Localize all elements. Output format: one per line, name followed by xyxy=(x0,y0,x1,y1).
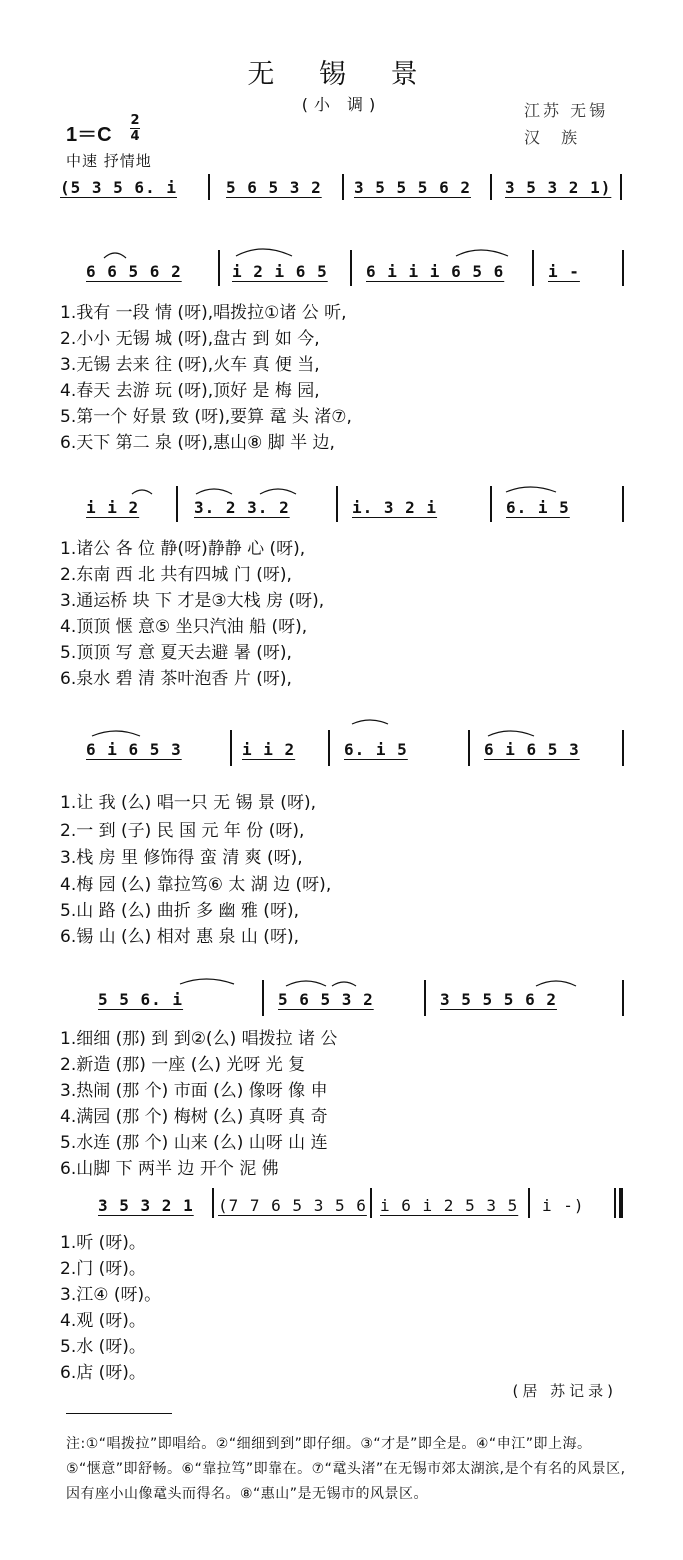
system-1-measure-2: i 2 i 6 5 xyxy=(232,262,328,281)
slur xyxy=(332,982,356,986)
system-3-measure-2: i i 2 xyxy=(242,740,296,759)
lyric-line: 6.店 (呀)。 xyxy=(60,1363,146,1383)
lyric-line: 4.满园 (那 个) 梅树 (么) 真呀 真 奇 xyxy=(60,1107,328,1127)
slur xyxy=(286,981,326,986)
lyric-line: 3.无锡 去来 往 (呀),火车 真 便 当, xyxy=(60,355,320,375)
lyric-line: 4.春天 去游 玩 (呀),顶好 是 梅 园, xyxy=(60,381,320,401)
lyric-line: 4.梅 园 (么) 靠拉笃⑥ 太 湖 边 (呀), xyxy=(60,875,332,895)
system-3-measure-1: 6 i 6 5 3 xyxy=(86,740,182,759)
lyric-line: 1.听 (呀)。 xyxy=(60,1233,146,1253)
system-3-measure-4: 6 i 6 5 3 xyxy=(484,740,580,759)
slur xyxy=(488,731,534,736)
lyric-line: 6.天下 第二 泉 (呀),惠山⑧ 脚 半 边, xyxy=(60,433,335,453)
lyric-line: 2.东南 西 北 共有四城 门 (呀), xyxy=(60,565,292,585)
slur xyxy=(132,490,152,494)
slur xyxy=(236,249,292,256)
key-signature: 1＝C xyxy=(66,124,112,146)
lyric-line: 5.第一个 好景 致 (呀),要算 鼋 头 渚⑦, xyxy=(60,407,352,427)
slur xyxy=(180,979,234,984)
lyric-line: 3.江④ (呀)。 xyxy=(60,1285,162,1305)
lyric-line: 2.一 到 (子) 民 国 元 年 份 (呀), xyxy=(60,821,305,841)
system-3-measure-3: 6. i 5 xyxy=(344,740,408,759)
time-signature-bottom: 4 xyxy=(130,129,140,144)
footnote-divider xyxy=(66,1413,172,1414)
intro-measure-4: 3 5 3 2 1) xyxy=(505,178,612,197)
system-2-measure-3: i. 3 2 i xyxy=(352,498,438,517)
lyric-line: 5.顶顶 写 意 夏天去避 暑 (呀), xyxy=(60,643,292,663)
lyric-line: 3.通运桥 块 下 才是③大栈 房 (呀), xyxy=(60,591,325,611)
song-subtitle: (小 调) xyxy=(301,95,382,114)
lyric-line: 1.诸公 各 位 静(呀)静静 心 (呀), xyxy=(60,539,306,559)
intro-measure-2: 5 6 5 3 2 xyxy=(226,178,322,197)
system-2-measure-4: 6. i 5 xyxy=(506,498,570,517)
transcription-credit: (居 苏记录) xyxy=(512,1382,617,1400)
system-4-measure-3: 3 5 5 5 6 2 xyxy=(440,990,557,1009)
slur xyxy=(92,731,140,736)
lyric-line: 3.热闹 (那 个) 市面 (么) 像呀 像 申 xyxy=(60,1081,328,1101)
time-signature-top: 2 xyxy=(130,113,140,128)
slur xyxy=(536,981,576,986)
song-title: 无 锡 景 xyxy=(247,59,436,90)
lyric-line: 3.栈 房 里 修饰得 蛮 清 爽 (呀), xyxy=(60,848,303,868)
system-4-measure-1: 5 5 6. i xyxy=(98,990,184,1009)
lyric-line: 6.锡 山 (么) 相对 惠 泉 山 (呀), xyxy=(60,927,299,947)
slur xyxy=(456,250,508,256)
tempo-marking: 中速 抒情地 xyxy=(66,152,152,170)
slur xyxy=(352,720,388,724)
system-5-measure-4: i -) xyxy=(542,1196,585,1215)
slur xyxy=(196,489,232,494)
intro-measure-3: 3 5 5 5 6 2 xyxy=(354,178,471,197)
lyric-line: 5.水连 (那 个) 山来 (么) 山呀 山 连 xyxy=(60,1133,328,1153)
system-5-measure-3: i 6 i 2 5 3 5 xyxy=(380,1196,519,1215)
system-2-measure-2: 3. 2 3. 2 xyxy=(194,498,290,517)
lyric-line: 5.山 路 (么) 曲折 多 幽 雅 (呀), xyxy=(60,901,299,921)
lyric-line: 6.泉水 碧 清 茶叶泡香 片 (呀), xyxy=(60,669,292,689)
system-1-measure-1: 6 6 5 6 2 xyxy=(86,262,182,281)
lyric-line: 5.水 (呀)。 xyxy=(60,1337,146,1357)
lyric-line: 2.新造 (那) 一座 (么) 光呀 光 复 xyxy=(60,1055,306,1075)
system-4-measure-2: 5 6 5 3 2 xyxy=(278,990,374,1009)
song-region: 江苏 无锡 xyxy=(524,101,609,120)
lyric-line: 2.小小 无锡 城 (呀),盘古 到 如 今, xyxy=(60,329,320,349)
intro-measure-1: (5 3 5 6. i xyxy=(60,178,177,197)
lyric-line: 4.观 (呀)。 xyxy=(60,1311,146,1331)
lyric-line: 1.细细 (那) 到 到②(么) 唱拨拉 诸 公 xyxy=(60,1029,338,1049)
system-1-measure-3: 6 i i i 6 5 6 xyxy=(366,262,505,281)
footnote-text: 注:①“唱拨拉”即唱给。②“细细到到”即仔细。③“才是”即全是。④“申江”即上海。⑤“惬意”即舒畅。⑥“靠拉笃”即靠在。⑦“鼋头渚”在无锡市郊太湖滨,是个有名的风景区,因有座小山像鼋头而得名。⑧“惠山”是无锡市的风景区。 xyxy=(66,1436,626,1502)
system-1-measure-4: i - xyxy=(548,262,580,281)
lyric-line: 4.顶顶 惬 意⑤ 坐只汽油 船 (呀), xyxy=(60,617,308,637)
lyric-line: 1.让 我 (么) 唱一只 无 锡 景 (呀), xyxy=(60,793,316,813)
song-ethnic-group: 汉 族 xyxy=(524,128,586,147)
system-5-measure-1: 3 5 3 2 1 xyxy=(98,1196,194,1215)
lyric-line: 1.我有 一段 情 (呀),唱拨拉①诸 公 听, xyxy=(60,303,347,323)
lyric-line: 6.山脚 下 两半 边 开个 泥 佛 xyxy=(60,1159,279,1179)
lyric-line: 2.门 (呀)。 xyxy=(60,1259,146,1279)
slur xyxy=(104,253,126,258)
system-2-measure-1: i i 2 xyxy=(86,498,140,517)
slur xyxy=(506,487,556,492)
system-5-measure-2: (7 7 6 5 3 5 6 xyxy=(218,1196,367,1215)
slur xyxy=(260,489,296,494)
